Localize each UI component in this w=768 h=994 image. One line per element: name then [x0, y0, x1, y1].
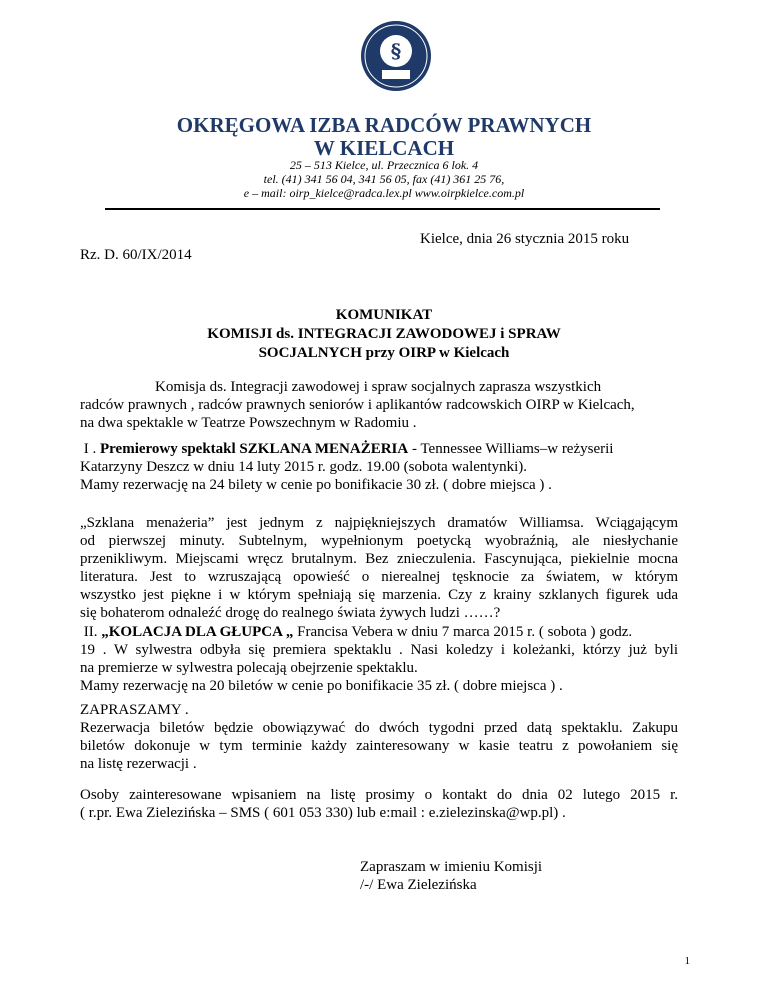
item-1 [80, 440, 678, 494]
intro-line: na dwa spektakle w Teatrze Powszechnym w Radomiu . [80, 415, 417, 431]
item-1-title: Premierowy spektakl SZKLANA MENAŻERIA [100, 441, 409, 457]
description-line: przenikliwym. Miejscami wręcz brutalnym. Bez znieczulenia. Fascynująca, piekielnie mocna [80, 551, 678, 567]
item-1-line3: Mamy rezerwację na 24 bilety w cenie po bonifikacie 30 zł. ( dobre miejsca ) . [80, 477, 552, 493]
org-name-line1: OKRĘGOWA IZBA RADCÓW PRAWNYCH [176, 113, 592, 137]
heading-komunikat: KOMUNIKAT [335, 307, 433, 323]
item-1-rest: - Tennessee Williams–w reżyserii [408, 441, 614, 457]
description-line: od pierwszej minuty. Subtelnym, wypełnionym poetycką wyobraźnią, ale niesłychanie [80, 533, 678, 549]
contact-line: Osoby zainteresowane wpisaniem na listę prosimy o kontakt do dnia 02 lutego 2015 r. [80, 787, 678, 803]
heading-line3: SOCJALNYCH przy OIRP w Kielcach [258, 345, 510, 361]
org-phones: tel. (41) 341 56 04, 341 56 05, fax (41) 361 25 76, [263, 172, 505, 186]
description-paragraph [80, 514, 678, 622]
item-2-prefix: II. [80, 624, 102, 640]
page-number: 1 [684, 955, 690, 967]
intro-paragraph [80, 378, 678, 432]
item-2-title: „KOLACJA DLA GŁUPCA „ [101, 624, 294, 640]
item-2-rest: Francisa Vebera w dniu 7 marca 2015 r. ( sobota ) godz. [293, 624, 633, 640]
description-line: wszystko jest piękne i w którym spełniają się marzenia. Czy z krainy szklanych figurek uda [80, 587, 678, 603]
item-2 [80, 623, 678, 695]
item-2-line3: na premierze w sylwestra polecają obejrzenie spektaklu. [80, 660, 418, 676]
description-line: „Szklana menażeria” jest jednym z najpiękniejszych dramatów Williamsa. Wciągającym [80, 515, 678, 531]
logo-seal [360, 20, 432, 92]
org-contact: e – mail: oirp_kielce@radca.lex.pl www.oirpkielce.com.pl [243, 186, 525, 200]
heading-line2: KOMISJI ds. INTEGRACJI ZAWODOWEJ i SPRAW [207, 326, 561, 342]
reference-number: Rz. D. 60/IX/2014 [80, 247, 192, 263]
item-2-line4: Mamy rezerwację na 20 biletów w cenie po bonifikacie 35 zł. ( dobre miejsca ) . [80, 678, 563, 694]
item-1-line2: Katarzyny Deszcz w dniu 14 luty 2015 r. godz. 19.00 (sobota walentynki). [80, 459, 527, 475]
invitation-paragraph [80, 701, 678, 773]
invitation-line: ZAPRASZAMY . [80, 702, 189, 718]
signature-line1: Zapraszam w imieniu Komisji [360, 859, 543, 875]
invitation-line: na listę rezerwacji . [80, 756, 197, 772]
org-name-line2: W KIELCACH [313, 136, 455, 160]
item-2-line2: 19 . W sylwestra odbyła się premiera spektaklu . Nasi koledzy i koleżanki, którzy już byli [80, 642, 678, 658]
place-date: Kielce, dnia 26 stycznia 2015 roku [420, 231, 630, 247]
item-1-prefix: I . [80, 441, 100, 457]
intro-line: radców prawnych , radców prawnych seniorów i aplikantów radcowskich OIRP w Kielcach, [80, 397, 635, 413]
svg-text:§: § [390, 39, 402, 63]
contact-line: ( r.pr. Ewa Zielezińska – SMS ( 601 053 330) lub e:mail : e.zielezinska@wp.pl) . [80, 805, 566, 821]
description-line: literatura. Jest to wzruszającą opowieść o nierealnej tęsknocie za światem, w którym [80, 569, 678, 585]
contact-paragraph [80, 786, 678, 822]
invitation-line: biletów dokonuje w tym terminie każdy zainteresowany w kasie teatru z powołaniem się [80, 738, 678, 754]
header-divider [105, 208, 660, 210]
invitation-line: Rezerwacja biletów będzie obowiązywać do dwóch tygodni przed datą spektaklu. Zakupu [80, 720, 678, 736]
signature-line2: /-/ Ewa Zielezińska [360, 877, 477, 893]
intro-line: Komisja ds. Integracji zawodowej i spraw socjalnych zaprasza wszystkich [155, 379, 602, 395]
org-address: 25 – 513 Kielce, ul. Przecznica 6 lok. 4 [289, 158, 479, 172]
description-line: się bohaterom odnaleźć drogę do realnego świata żywych ludzi ……? [80, 605, 501, 621]
